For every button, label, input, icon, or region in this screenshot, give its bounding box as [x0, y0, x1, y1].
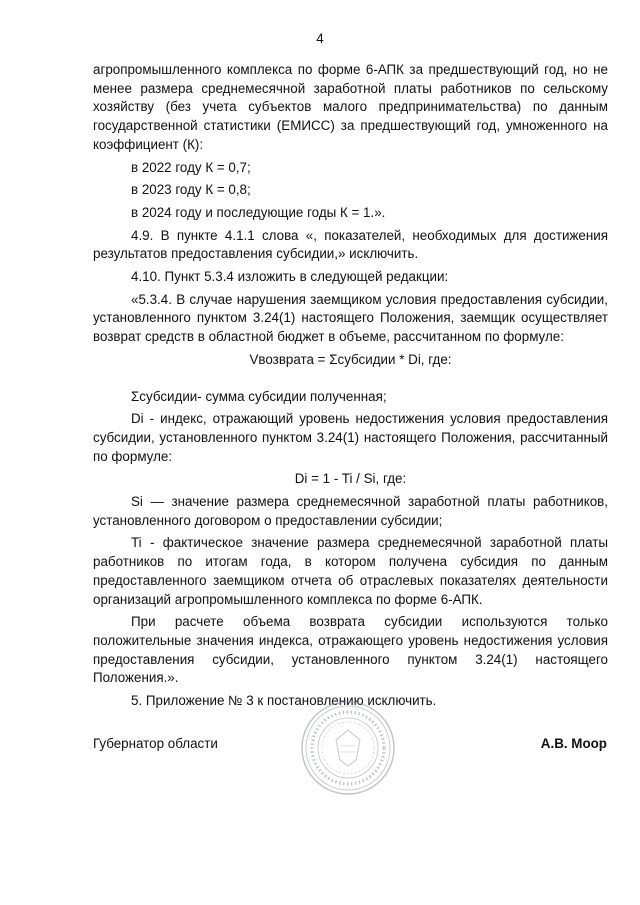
formula-di: Di = 1 - Ti / Si, где: [294, 471, 407, 487]
official-seal-icon [300, 700, 396, 796]
document-body [93, 61, 608, 715]
paragraph-k-2023: в 2023 году К = 0,8; [131, 182, 251, 198]
definition-ti: Ti - фактическое значение размера среднемесячной заработной платы работников по итогам года, в котором получена субсидия по данным предоставленного заемщиком отчета об отраслевых показателях деятельности организаций агропромышленного комплекса по форме 6-АПК. [93, 535, 608, 607]
paragraph-appendix-3: 5. Приложение № 3 к постановлению исключить. [131, 693, 437, 709]
definition-si: Si — значение размера среднемесячной заработной платы работников, установленного договором о предоставлении субсидии; [93, 494, 608, 528]
paragraph-k-2024: в 2024 году и последующие годы К = 1.». [131, 204, 386, 220]
paragraph-4-9: 4.9. В пункте 4.1.1 слова «, показателей, необходимых для достижения результатов предоставления субсидии,» исключить. [93, 227, 608, 262]
paragraph-k-2022: в 2022 году К = 0,7; [131, 159, 251, 175]
signature-position: Губернатор области [93, 736, 218, 751]
definition-subsidy-sum: Σсубсидии- сумма субсидии полученная; [131, 388, 387, 404]
paragraph-wage-condition: агропромышленного комплекса по форме 6-АПК за предшествующий год, но не менее размера среднемесячной заработной платы работников по сельскому хозяйству (без учета субъектов малого предпринимательства) по данным государственной статистики (ЕМИСС) за предшествующий год, умноженного на коэффициент (К): [93, 62, 608, 152]
signature-name: А.В. Моор [540, 736, 607, 751]
paragraph-5-3-4: «5.3.4. В случае нарушения заемщиком условия предоставления субсидии, установленного пунктом 3.24(1) настоящего Положения, заемщик осуществляет возврат средств в областной бюджет в объеме, рассчитанном по формуле: [93, 291, 608, 345]
paragraph-4-10: 4.10. Пункт 5.3.4 изложить в следующей редакции: [131, 269, 449, 285]
definition-di: Di - индекс, отражающий уровень недостижения условия предоставления субсидии, установленного пунктом 3.24(1) настоящего Положения, рассчитанный по формуле: [93, 411, 608, 464]
formula-return: Vвозврата = Σсубсидии * Di, где: [249, 351, 452, 367]
paragraph-positive-values: При расчете объема возврата субсидии используются только положительные значения индекса, отражающего уровень недостижения условия предоставления субсидии, установленного пунктом 3.24(1) настоящего Положения.». [93, 614, 608, 686]
page-number: 4 [316, 31, 324, 46]
